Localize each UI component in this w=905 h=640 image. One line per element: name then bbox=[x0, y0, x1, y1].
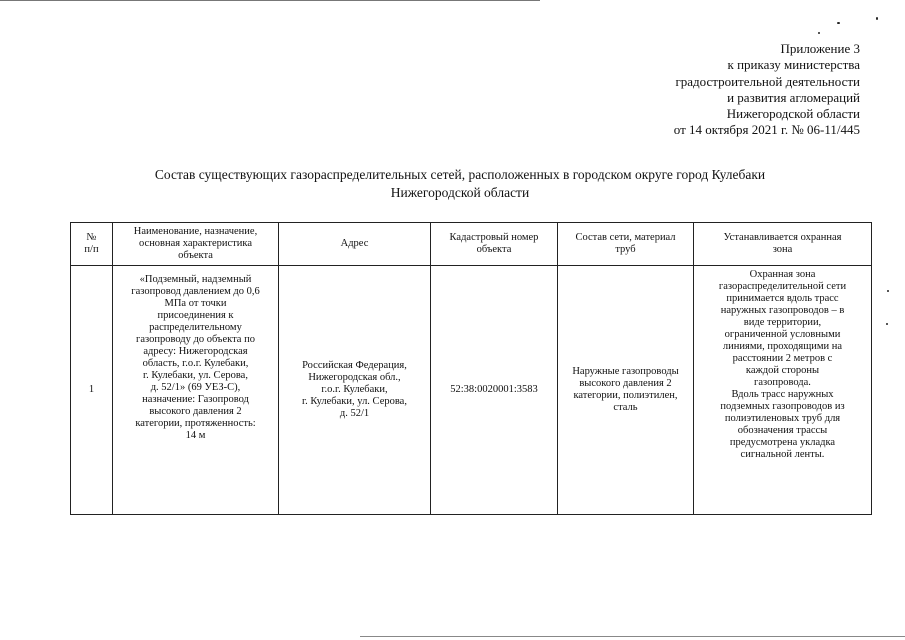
header-text: зона bbox=[772, 244, 793, 255]
scan-speck bbox=[818, 32, 820, 34]
cell-text: д. 52/1 bbox=[339, 408, 370, 419]
scan-speck bbox=[886, 323, 888, 325]
cell-text: сталь bbox=[613, 402, 638, 413]
header-text: объекта bbox=[476, 244, 512, 255]
header-text: Состав сети, материал bbox=[575, 232, 676, 243]
cell-text: категории, полиэтилен, bbox=[573, 390, 678, 401]
cell-text: газопроводу до объекта по bbox=[136, 334, 255, 345]
cell-name bbox=[113, 266, 279, 515]
cell-cadastral bbox=[431, 266, 558, 515]
cell-text: подземных газопроводов из bbox=[720, 401, 845, 412]
cell-text: принимается вдоль трасс bbox=[726, 293, 839, 304]
cell-text: линиями, проходящими на bbox=[722, 341, 843, 352]
header-cadastral bbox=[431, 223, 558, 266]
cell-text: д. 52/1» (69 УЕЗ-С), bbox=[150, 382, 241, 393]
cell-text: наружных газопроводов – в bbox=[720, 305, 845, 316]
cell-address bbox=[279, 266, 431, 515]
title-line: Нижегородской области bbox=[390, 185, 530, 200]
header-text: труб bbox=[615, 244, 636, 255]
appendix-line: Приложение 3 bbox=[780, 41, 860, 56]
cell-text: расстоянии 2 метров с bbox=[732, 353, 833, 364]
cell-text: полиэтиленовых труб для bbox=[724, 413, 841, 424]
header-text: объекта bbox=[178, 250, 213, 261]
title-line: Состав существующих газораспределительных сетей, расположенных в городском округе город Кулебаки bbox=[154, 167, 766, 182]
header-num bbox=[71, 223, 113, 266]
appendix-line: от 14 октября 2021 г. № 06-11/445 bbox=[673, 122, 860, 138]
header-text: Наименование, назначение, bbox=[133, 226, 258, 237]
cell-text: газораспределительной сети bbox=[718, 281, 847, 292]
appendix-line: Нижегородской области bbox=[726, 106, 860, 122]
cell-text: назначение: Газопровод bbox=[142, 394, 249, 405]
cell-text: распределительному bbox=[149, 322, 242, 333]
cell-text: «Подземный, надземный bbox=[139, 274, 252, 285]
appendix-line: и развития агломераций bbox=[727, 89, 860, 105]
cell-text: 14 м bbox=[185, 430, 206, 441]
cell-text: Вдоль трасс наружных bbox=[731, 389, 834, 400]
header-zone bbox=[694, 223, 872, 266]
cell-num bbox=[71, 266, 113, 515]
table-row bbox=[71, 266, 872, 515]
header-text: Устанавливается охранная bbox=[723, 232, 842, 243]
cell-text: газопровод давлением до 0,6 bbox=[131, 286, 260, 297]
cell-text: обозначения трассы bbox=[737, 425, 828, 436]
cell-zone bbox=[694, 266, 872, 515]
cell-text: область, г.о.г. Кулебаки, bbox=[142, 358, 249, 369]
header-address bbox=[279, 223, 431, 266]
document-title bbox=[110, 166, 810, 202]
cell-text: ограниченной условными bbox=[724, 329, 841, 340]
header-composition bbox=[558, 223, 694, 266]
cell-text: Нижегородская обл., bbox=[308, 372, 401, 383]
scan-speck bbox=[876, 17, 878, 20]
cell-text: каждой стороны bbox=[745, 365, 820, 376]
scan-speck bbox=[887, 290, 889, 292]
cell-text: г.о.г. Кулебаки, bbox=[321, 384, 388, 395]
cell-text: Российская Федерация, bbox=[302, 360, 407, 371]
appendix-note bbox=[540, 41, 860, 139]
cell-text: присоединения к bbox=[157, 310, 234, 321]
header-text: п/п bbox=[84, 244, 99, 255]
cell-text: высокого давления 2 bbox=[149, 406, 242, 417]
cell-text: Охранная зона bbox=[749, 269, 816, 280]
cell-composition bbox=[558, 266, 694, 515]
cell-text: адресу: Нижегородская bbox=[143, 346, 248, 357]
scan-speck bbox=[837, 22, 840, 24]
table-header-row bbox=[71, 223, 872, 266]
scan-edge-bottom bbox=[360, 636, 905, 637]
header-text: Кадастровый номер bbox=[449, 232, 539, 243]
cell-text: 1 bbox=[88, 384, 95, 395]
appendix-line: к приказу министерства bbox=[727, 57, 860, 73]
cell-text: г. Кулебаки, ул. Серова, bbox=[143, 370, 248, 381]
appendix-line: градостроительной деятельности bbox=[675, 73, 860, 89]
header-text: основная характеристика bbox=[139, 238, 252, 249]
cell-text: Наружные газопроводы bbox=[572, 366, 679, 377]
cell-text: сигнальной ленты. bbox=[740, 449, 825, 460]
header-name bbox=[113, 223, 279, 266]
cell-text: газопровода. bbox=[754, 377, 811, 388]
cell-text: категории, протяженность: bbox=[135, 418, 256, 429]
cell-text: 52:38:0020001:3583 bbox=[450, 384, 538, 395]
header-text: Адрес bbox=[340, 238, 369, 249]
cell-text: высокого давления 2 bbox=[579, 378, 672, 389]
cell-text: предусмотрена укладка bbox=[729, 437, 836, 448]
cell-text: г. Кулебаки, ул. Серова, bbox=[302, 396, 407, 407]
cell-text: виде территории, bbox=[743, 317, 822, 328]
header-text: № bbox=[86, 232, 97, 243]
cell-text: МПа от точки bbox=[164, 298, 227, 309]
scan-edge-top bbox=[0, 0, 540, 1]
gas-network-table bbox=[70, 222, 872, 515]
